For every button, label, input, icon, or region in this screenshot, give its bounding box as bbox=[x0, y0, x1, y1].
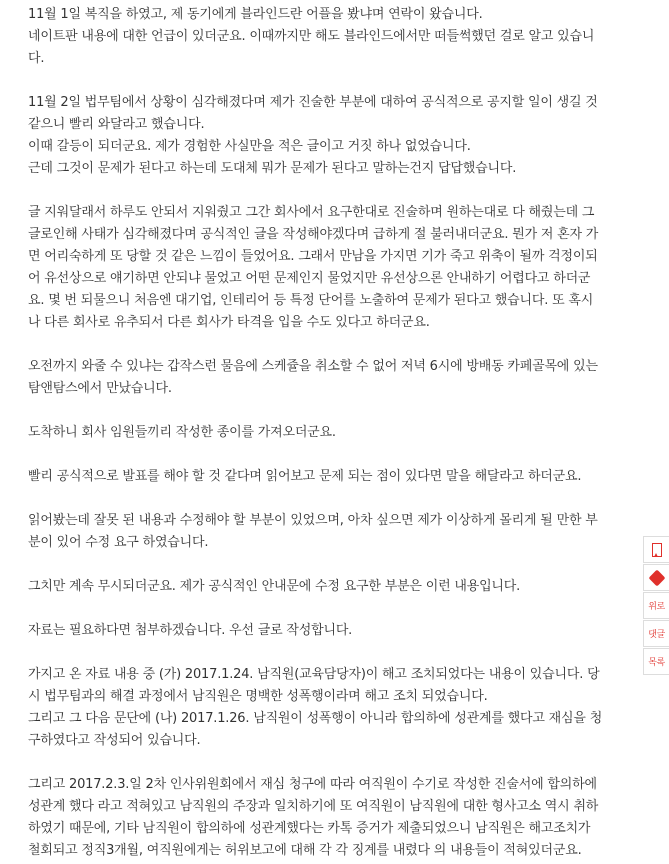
text-line: 오전까지 와줄 수 있냐는 갑작스런 물음에 스케쥴을 취소할 수 없어 저녁 6시에 방배동 카페골목에 있는 bbox=[28, 359, 598, 374]
bookmark-icon bbox=[652, 543, 662, 557]
text-line: 다. bbox=[28, 51, 45, 66]
floating-sidebar bbox=[643, 536, 669, 676]
share-button[interactable] bbox=[643, 564, 669, 591]
cube-icon bbox=[648, 569, 665, 586]
bookmark-button[interactable] bbox=[643, 536, 669, 563]
text-line: 근데 그것이 문제가 된다고 하는데 도대체 뭐가 문제가 된다고 말하는건지 답답했습니다. bbox=[28, 161, 517, 176]
text-line: 빨리 공식적으로 발표를 해야 할 것 같다며 읽어보고 문제 되는 점이 있다면 말을 해달라고 하더군요. bbox=[28, 469, 582, 484]
text-line: 11월 1일 복직을 하였고, 제 동기에게 블라인드란 어플을 봤냐며 연락이 왔습니다. bbox=[28, 7, 483, 22]
paragraph-7 bbox=[28, 510, 644, 554]
list-button[interactable]: 목록 bbox=[643, 648, 669, 675]
paragraph-3 bbox=[28, 202, 644, 334]
text-line: 성관계 했다 라고 적혀있고 남직원의 주장과 일치하기에 또 여직원이 남직원에 대한 형사고소 역시 취하 bbox=[28, 799, 599, 814]
text-line: 시 법무팀과의 해결 과정에서 남직원은 명백한 성폭행이라며 해고 조치 되었습니다. bbox=[28, 689, 488, 704]
text-line: 11월 2일 법무팀에서 상황이 심각해졌다며 제가 진술한 부분에 대하여 공식적으로 공지할 일이 생길 것 bbox=[28, 95, 598, 110]
paragraph-1 bbox=[28, 4, 644, 70]
text-line: 읽어봤는데 잘못 된 내용과 수정해야 할 부분이 있었으며, 아차 싶으면 제가 이상하게 몰리게 될 만한 부 bbox=[28, 513, 598, 528]
text-line: 네이트판 내용에 대한 언급이 있더군요. 이때까지만 해도 블라인드에서만 떠들썩했던 걸로 알고 있습니 bbox=[28, 29, 595, 44]
paragraph-5 bbox=[28, 422, 644, 444]
text-line: 그치만 계속 무시되더군요. 제가 공식적인 안내문에 수정 요구한 부분은 이런 내용입니다. bbox=[28, 579, 521, 594]
article-body bbox=[28, 4, 644, 864]
paragraph-2 bbox=[28, 92, 644, 180]
text-line: 글 지워달래서 하루도 안되서 지워줬고 그간 회사에서 요구한대로 진술하며 원하는대로 다 해줬는데 그 bbox=[28, 205, 595, 220]
paragraph-10 bbox=[28, 664, 644, 752]
text-line: 가지고 온 자료 내용 중 (가) 2017.1.24. 남직원(교육담당자)이 해고 조치되었다는 내용이 있습니다. 당 bbox=[28, 667, 600, 682]
text-line: 자료는 필요하다면 첨부하겠습니다. 우선 글로 작성합니다. bbox=[28, 623, 353, 638]
paragraph-6 bbox=[28, 466, 644, 488]
text-line: 글로인해 사태가 심각해졌다며 공식적인 글을 작성해야겠다며 급하게 절 불러내더군요. 뭔가 저 혼자 가 bbox=[28, 227, 599, 242]
paragraph-9 bbox=[28, 620, 644, 642]
text-line: 같으니 빨리 와달라고 했습니다. bbox=[28, 117, 205, 132]
text-line: 요. 몇 번 되물으니 처음엔 대기업, 인테리어 등 특정 단어를 노출하여 문제가 된다고 했습니다. 또 혹시 bbox=[28, 293, 594, 308]
text-line: 그리고 2017.2.3.일 2차 인사위원회에서 재심 청구에 따라 여직원이 수기로 작성한 진술서에 합의하에 bbox=[28, 777, 597, 792]
paragraph-11 bbox=[28, 774, 644, 862]
text-line: 도착하니 회사 임원들끼리 작성한 종이를 가져오더군요. bbox=[28, 425, 336, 440]
text-line: 구하였다고 작성되어 있습니다. bbox=[28, 733, 201, 748]
text-line: 나 다른 회사로 유추되서 다른 회사가 타격을 입을 수도 있다고 하더군요. bbox=[28, 315, 430, 330]
text-line: 이때 갈등이 되더군요. 제가 경험한 사실만을 적은 글이고 거짓 하나 없었습니다. bbox=[28, 139, 471, 154]
top-button[interactable]: 위로 bbox=[643, 592, 669, 619]
paragraph-8 bbox=[28, 576, 644, 598]
text-line: 면 어리숙하게 또 당할 것 같은 느낌이 들었어요. 그래서 만남을 가지면 기가 죽고 위축이 될까 걱정이되 bbox=[28, 249, 598, 264]
text-line: 철회되고 정직3개월, 여직원에게는 허위보고에 대해 각 각 징계를 내렸다 의 내용들이 적혀있더군요. bbox=[28, 843, 582, 858]
comments-button[interactable]: 댓글 bbox=[643, 620, 669, 647]
text-line: 어 유선상으로 얘기하면 안되냐 물었고 어떤 문제인지 물었지만 유선상으론 안내하기 어렵다고 하더군 bbox=[28, 271, 591, 286]
text-line: 그리고 그 다음 문단에 (나) 2017.1.26. 남직원이 성폭행이 아니라 합의하에 성관계를 했다고 재심을 청 bbox=[28, 711, 603, 726]
text-line: 탐앤탐스에서 만났습니다. bbox=[28, 381, 172, 396]
paragraph-4 bbox=[28, 356, 644, 400]
text-line: 하였기 때문에, 기타 남직원이 합의하에 성관계했다는 카톡 증거가 제출되었으니 남직원은 해고조치가 bbox=[28, 821, 591, 836]
text-line: 분이 있어 수정 요구 하였습니다. bbox=[28, 535, 209, 550]
